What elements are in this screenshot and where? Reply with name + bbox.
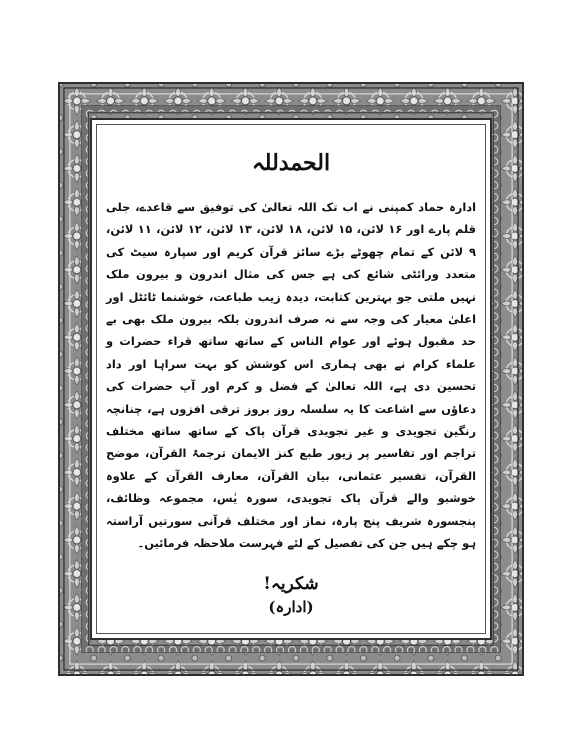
thanks-text: شکریہ! [263,574,319,594]
signoff [92,572,490,618]
page-heading: الحمدللہ [251,150,331,176]
body-paragraph [106,196,476,555]
organization-name: (ادارہ) [268,598,314,616]
text-panel [90,118,492,640]
body-text: ادارہ حماد کمپنی نے اب تک اللہ تعالیٰ کی توفیق سے قاعدے، جلی قلم پارے اور ۱۶ لائن، ۱۵ لائن، ۱۸ لائن، ۱۳ لائن، ۱۲ لائن، ۱۱ لائن، ۹ لائن کے تمام چھوٹے بڑے سائز قرآن کریم اور سپارہ سیٹ کی متعدد ورائٹی شائع کی ہے جس کی مثال اندرون و بیرون ملک نہیں ملتی جو بہترین کتابت، دیدہ زیب طباعت، خوشنما ٹائٹل اور اعلیٰ معیار کی وجہ سے نہ صرف اندرون بلکہ بیرون ملک بھی بے حد مقبول ہوئے اور عوام الناس کے ساتھ ساتھ قراء حضرات و علماء کرام نے بھی ہماری اس کوشش کو بہت سراہا اور داد تحسین دی ہے، اللہ تعالیٰ کے فضل و کرم اور آپ حضرات کی دعاؤں سے اشاعت کا یہ سلسلہ روز بروز ترقی افزوں ہے، چنانچہ رنگین تجویدی و غیر تجویدی قرآن پاک کے ساتھ ساتھ مختلف تراجم اور تفاسیر پر زیور طبع کنز الایمان ترجمۂ القرآن، موضح القرآن، تفسیر عثمانی، بیان القرآن، معارف القرآن کے علاوہ خوشبو والے قرآن پاک تجویدی، سورہ یٰس، مجموعہ وظائف، پنجسورہ شریف پنج پارہ، نماز اور مختلف قرآنی سورتیں آراستہ ہو چکے ہیں جن کی تفصیل کے لئے فہرست ملاحظہ فرمائیں۔ [106,200,476,551]
